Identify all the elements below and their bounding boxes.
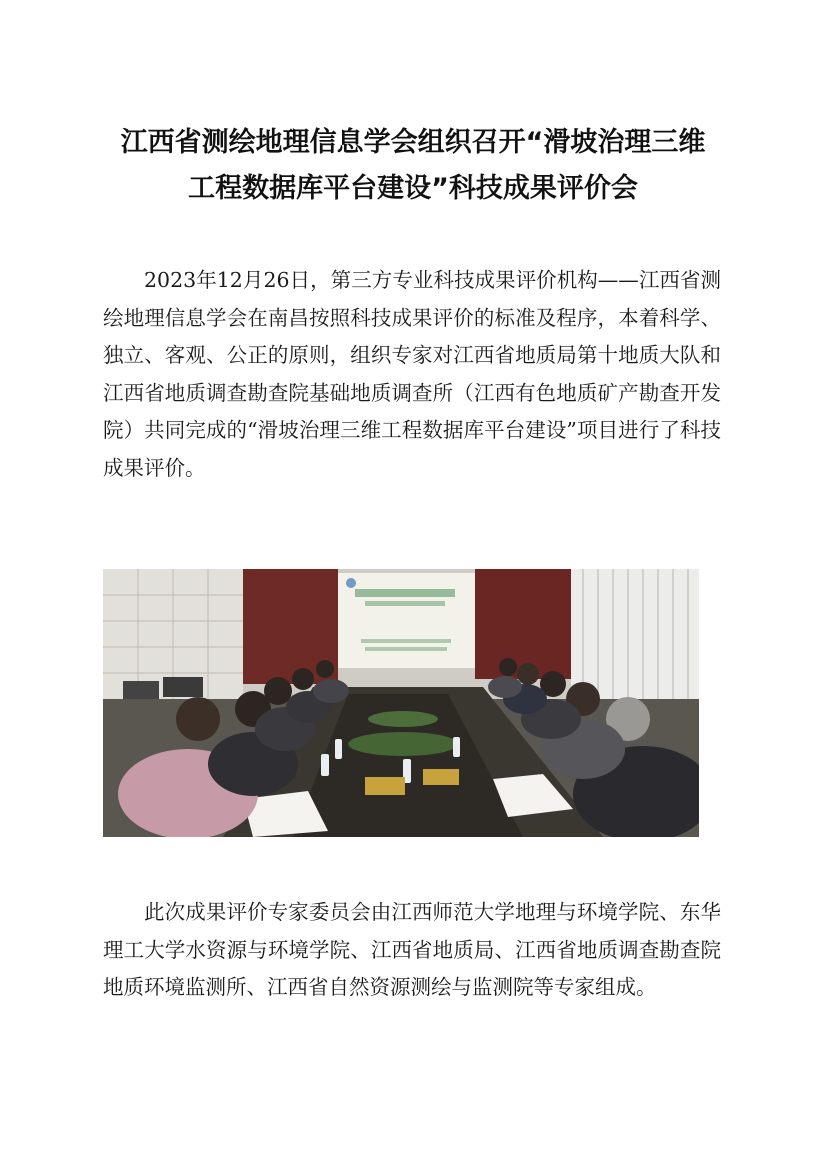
paragraph-2: 此次成果评价专家委员会由江西师范大学地理与环境学院、东华理工大学水资源与环境学院、江西省地质局、江西省地质调查勘查院地质环境监测所、江西省自然资源测绘与监测院等专家组成。 (103, 900, 721, 999)
title-line-1: 江西省测绘地理信息学会组织召开“滑坡治理三维 (120, 127, 706, 158)
meeting-photo-illustration (103, 569, 699, 837)
paragraph-1: 2023年12月26日，第三方专业科技成果评价机构——江西省测绘地理信息学会在南昌按照科技成果评价的标准及程序，本着科学、独立、客观、公正的原则，组织专家对江西省地质局第十地质大队和江西省地质调查勘查院基础地质调查所（江西有色地质矿产勘查开发院）共同完成的“滑坡治理三维工程数据库平台建设”项目进行了科技成果评价。 (103, 268, 721, 480)
meeting-photo (103, 569, 699, 837)
article-title (90, 120, 736, 212)
title-line-2: 工程数据库平台建设”科技成果评价会 (188, 173, 638, 204)
